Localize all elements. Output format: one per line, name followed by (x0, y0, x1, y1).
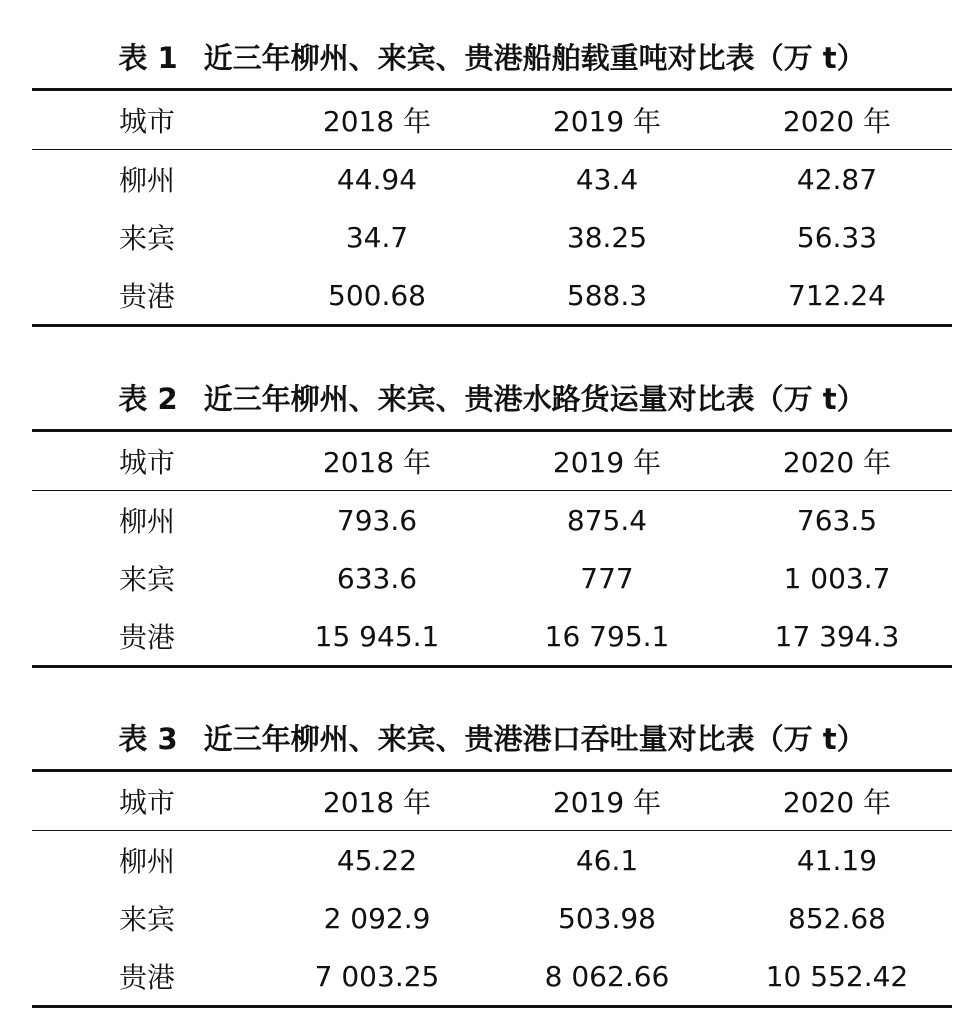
column-header-2019: 2019 年 (492, 431, 722, 491)
city-cell: 来宾 (118, 903, 175, 936)
city-cell: 贵港 (118, 621, 175, 654)
table-row (32, 549, 952, 607)
column-header-2018: 2018 年 (262, 90, 492, 150)
column-header-city: 城市 (32, 431, 262, 491)
value-cell: 45.22 (336, 843, 418, 877)
data-table-port-throughput (32, 769, 952, 1008)
value-cell: 852.68 (788, 901, 886, 935)
table-caption (32, 709, 952, 769)
value-cell: 1 003.7 (783, 561, 891, 595)
value-cell: 503.98 (558, 901, 656, 935)
table-header-row (32, 90, 952, 150)
table-block-3 (32, 709, 952, 1008)
table-number: 表 1 (118, 41, 178, 75)
table-number: 表 2 (118, 382, 178, 416)
column-header-2019: 2019 年 (492, 90, 722, 150)
value-cell: 16 795.1 (544, 619, 670, 653)
value-cell: 43.4 (575, 162, 639, 196)
column-header-2020: 2020 年 (722, 431, 952, 491)
value-cell: 793.6 (336, 503, 418, 537)
table-number: 表 3 (118, 722, 178, 756)
column-header-2020: 2020 年 (722, 90, 952, 150)
value-cell: 44.94 (336, 162, 418, 196)
value-cell: 777 (580, 561, 634, 595)
table-row (32, 150, 952, 209)
column-header-2020: 2020 年 (722, 771, 952, 831)
value-cell: 633.6 (336, 561, 418, 595)
value-cell: 34.7 (345, 220, 409, 254)
city-cell: 贵港 (118, 961, 175, 994)
table-title: 近三年柳州、来宾、贵港船舶载重吨对比表（万 t） (203, 41, 866, 75)
table-title: 近三年柳州、来宾、贵港水路货运量对比表（万 t） (203, 382, 866, 416)
city-cell: 柳州 (118, 164, 175, 197)
table-block-1 (32, 28, 952, 327)
value-cell: 875.4 (566, 503, 648, 537)
value-cell: 42.87 (796, 162, 878, 196)
table-row (32, 947, 952, 1007)
table-row (32, 491, 952, 550)
table-caption (32, 28, 952, 88)
city-cell: 柳州 (118, 845, 175, 878)
value-cell: 712.24 (788, 278, 886, 312)
value-cell: 17 394.3 (774, 619, 900, 653)
table-row (32, 831, 952, 890)
value-cell: 7 003.25 (314, 959, 440, 993)
column-header-2019: 2019 年 (492, 771, 722, 831)
column-header-2018: 2018 年 (262, 771, 492, 831)
column-header-2018: 2018 年 (262, 431, 492, 491)
column-header-city: 城市 (32, 771, 262, 831)
value-cell: 8 062.66 (544, 959, 670, 993)
value-cell: 2 092.9 (323, 901, 431, 935)
table-row (32, 208, 952, 266)
value-cell: 10 552.42 (765, 959, 909, 993)
table-row (32, 266, 952, 326)
table-title: 近三年柳州、来宾、贵港港口吞吐量对比表（万 t） (203, 722, 866, 756)
value-cell: 500.68 (328, 278, 426, 312)
table-row (32, 889, 952, 947)
value-cell: 15 945.1 (314, 619, 440, 653)
table-block-2 (32, 369, 952, 668)
value-cell: 38.25 (566, 220, 648, 254)
value-cell: 46.1 (575, 843, 639, 877)
data-table-ship-tonnage (32, 88, 952, 327)
column-header-city: 城市 (32, 90, 262, 150)
table-header-row (32, 771, 952, 831)
city-cell: 贵港 (118, 280, 175, 313)
value-cell: 56.33 (796, 220, 878, 254)
value-cell: 41.19 (796, 843, 878, 877)
table-caption (32, 369, 952, 429)
value-cell: 588.3 (566, 278, 648, 312)
data-table-waterway-freight (32, 429, 952, 668)
value-cell: 763.5 (796, 503, 878, 537)
table-row (32, 607, 952, 667)
city-cell: 柳州 (118, 505, 175, 538)
table-header-row (32, 431, 952, 491)
city-cell: 来宾 (118, 563, 175, 596)
city-cell: 来宾 (118, 222, 175, 255)
